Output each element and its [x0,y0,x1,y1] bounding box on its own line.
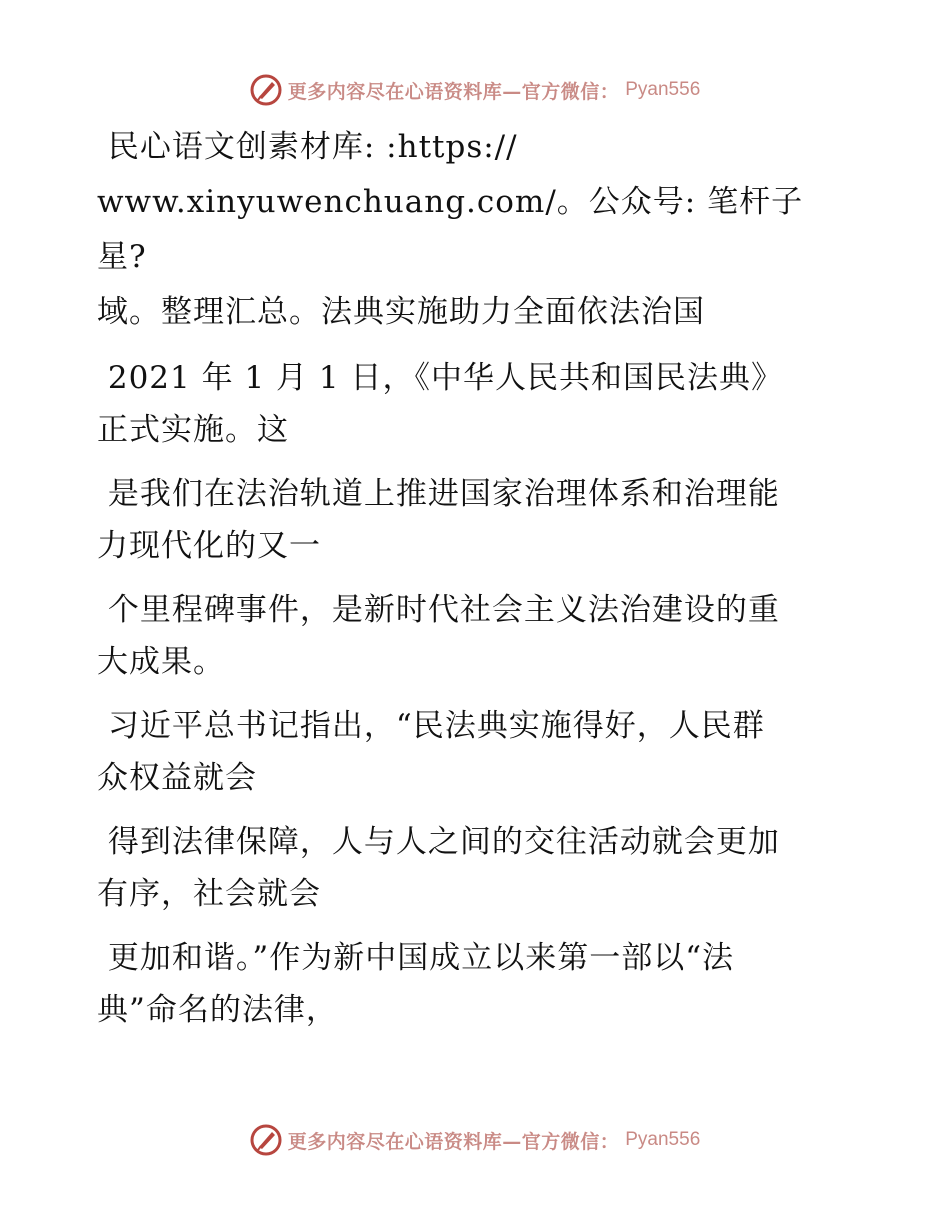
header-banner [0,70,950,110]
document-body [97,120,837,1048]
footer-banner-id: Pyan556 [625,1129,701,1150]
quill-logo-icon [250,1124,282,1156]
paragraph: 是我们在法治轨道上推进国家治理体系和治理能 力现代化的又一 [97,476,780,564]
paragraph: 民心语文创素材库: :https:// www.xinyuwenchuang.com/。公众号: 笔杆子星? 域。整理汇总。法典实施助力全面依法治国 [97,129,804,330]
footer-banner-inner [250,1124,701,1156]
paragraph: 2021 年 1 月 1 日，《中华人民共和国民法典》 正式实施。这 [97,360,783,448]
header-banner-id: Pyan556 [625,79,701,100]
quill-logo-icon [250,74,282,106]
header-banner-inner [250,74,701,106]
paragraph: 更加和谐。”作为新中国成立以来第一部以“法 典”命名的法律， [97,940,735,1028]
paragraph: 得到法律保障，人与人之间的交往活动就会更加 有序，社会就会 [97,824,780,912]
footer-banner-text: 更多内容尽在心语资料库—官方微信： [287,1130,620,1153]
footer-banner [0,1120,950,1160]
paragraph: 习近平总书记指出，“民法典实施得好，人民群 众权益就会 [97,708,765,796]
header-banner-text: 更多内容尽在心语资料库—官方微信： [287,80,620,103]
paragraph: 个里程碑事件，是新时代社会主义法治建设的重 大成果。 [97,592,780,680]
